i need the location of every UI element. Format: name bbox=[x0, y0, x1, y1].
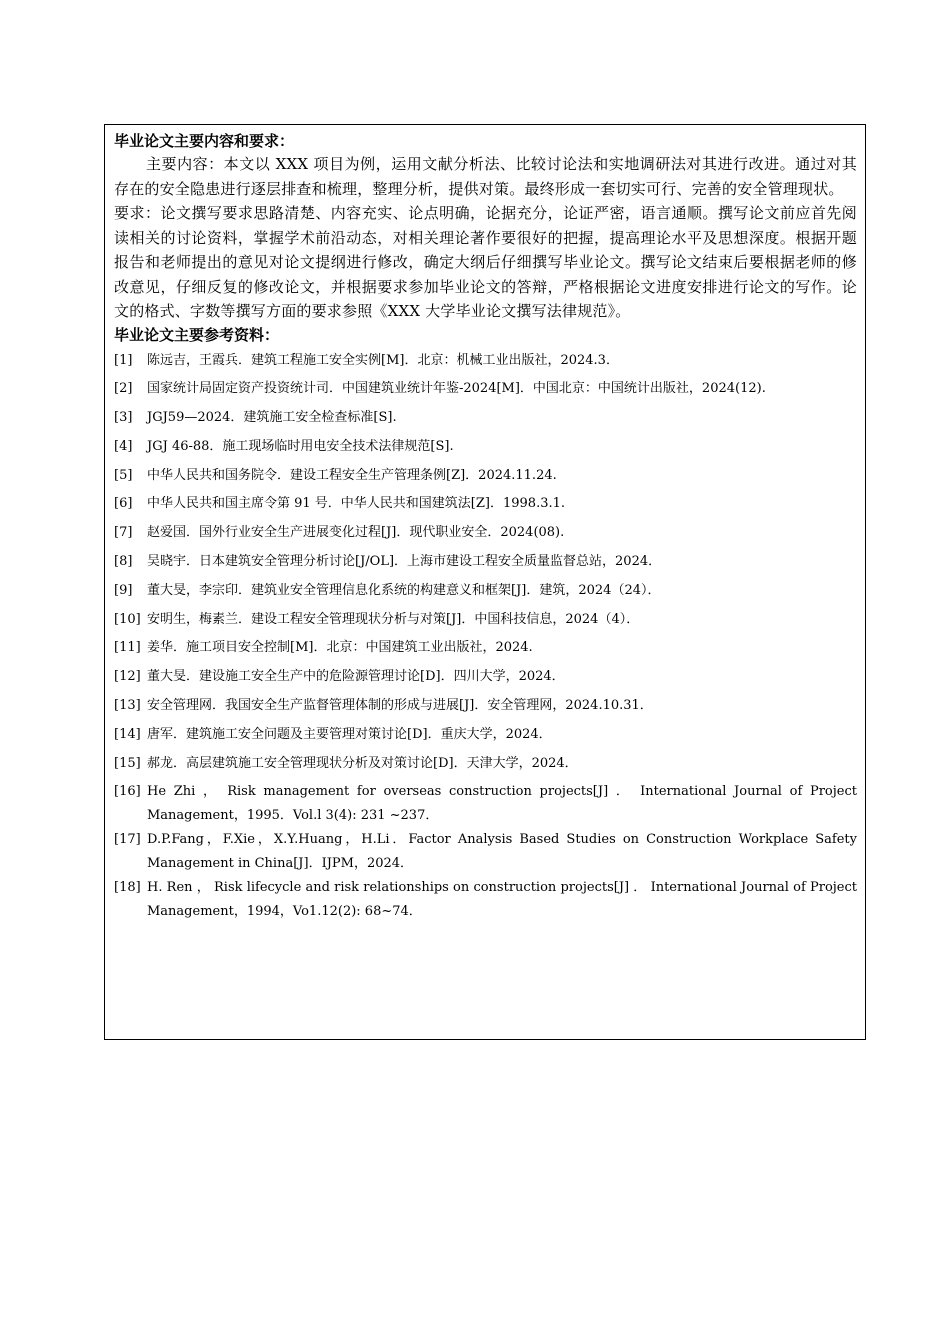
reference-item bbox=[114, 752, 857, 776]
reference-text: 吴晓宇．日本建筑安全管理分析讨论[J/OL]．上海市建设工程安全质量监督总站，2024． bbox=[147, 554, 662, 570]
reference-number: [18] bbox=[114, 880, 141, 896]
reference-number: [1] bbox=[114, 352, 133, 368]
reference-item bbox=[114, 550, 857, 574]
reference-text: 唐军．建筑施工安全问题及主要管理对策讨论[D]．重庆大学，2024． bbox=[147, 726, 552, 742]
reference-number: [15] bbox=[114, 755, 141, 771]
reference-number: [14] bbox=[114, 726, 141, 742]
reference-item bbox=[114, 406, 857, 430]
reference-number: [6] bbox=[114, 496, 133, 512]
reference-text: JGJ 46-88．施工现场临时用电安全技术法律规范[S]. bbox=[147, 438, 454, 454]
thesis-content-table bbox=[104, 124, 866, 1040]
reference-number: [4] bbox=[114, 438, 133, 454]
reference-text: 安全管理网．我国安全生产监督管理体制的形成与进展[J]．安全管理网，2024.10.31． bbox=[147, 698, 653, 714]
reference-text: 安明生，梅素兰．建设工程安全管理现状分析与对策[J]．中国科技信息，2024（4）． bbox=[147, 611, 640, 627]
reference-text: D.P.Fang，F.Xie，X.Y.Huang，H.Li．Factor Analysis Based Studies on Construction Workplace Safety Management in China[J]．IJPM，2024． bbox=[147, 832, 857, 872]
reference-text: 中华人民共和国务院令．建设工程安全生产管理条例[Z]．2024.11.24. bbox=[147, 467, 557, 483]
reference-item bbox=[114, 636, 857, 660]
reference-item bbox=[114, 464, 857, 488]
reference-number: [8] bbox=[114, 554, 133, 570]
main-content-paragraph: 主要内容：本文以 XXX 项目为例，运用文献分析法、比较讨论法和实地调研法对其进行改进。通过对其存在的安全隐患进行逐层排查和梳理，整理分析，提供对策。最终形成一套切实可行、完善的安全管理现状。 bbox=[114, 155, 857, 198]
references-heading: 毕业论文主要参考资料： bbox=[114, 325, 280, 344]
reference-text: 郝龙．高层建筑施工安全管理现状分析及对策讨论[D]．天津大学，2024． bbox=[147, 755, 578, 771]
reference-item bbox=[114, 349, 857, 373]
reference-text: 中华人民共和国主席令第 91 号．中华人民共和国建筑法[Z]．1998.3.1. bbox=[147, 496, 566, 512]
reference-number: [3] bbox=[114, 410, 133, 426]
reference-item bbox=[114, 492, 857, 516]
reference-item bbox=[114, 780, 857, 828]
reference-number: [5] bbox=[114, 467, 133, 483]
reference-text: 董大旻，李宗印．建筑业安全管理信息化系统的构建意义和框架[J]．建筑，2024（24）． bbox=[147, 582, 661, 598]
reference-item bbox=[114, 694, 857, 718]
requirements-paragraph: 要求：论文撰写要求思路清楚、内容充实、论点明确，论据充分，论证严密，语言通顺。撰写论文前应首先阅读相关的讨论资料，掌握学术前沿动态，对相关理论著作要很好的把握，提高理论水平及思想深度。根据开题报告和老师提出的意见对论文提纲进行修改，确定大纲后仔细撰写毕业论文。撰写论文结束后要根据老师的修改意见，仔细反复的修改论文，并根据要求参加毕业论文的答辩，严格根据论文进度安排进行论文的写作。论文的格式、字数等撰写方面的要求参照《XXX 大学毕业论文撰写法律规范》。 bbox=[114, 204, 857, 320]
reference-number: [9] bbox=[114, 582, 133, 598]
reference-number: [7] bbox=[114, 525, 133, 541]
reference-text: He Zhi ， Risk management for overseas construction projects[J] ． International Journal of Project Management，1995．Vol.l 3(4): 231 ~237． bbox=[147, 784, 857, 824]
reference-item bbox=[114, 608, 857, 632]
reference-item bbox=[114, 828, 857, 876]
reference-text: JGJ59—2024．建筑施工安全检查标准[S]. bbox=[147, 410, 397, 426]
reference-number: [17] bbox=[114, 832, 141, 848]
reference-number: [16] bbox=[114, 784, 141, 800]
reference-item bbox=[114, 579, 857, 603]
reference-item bbox=[114, 435, 857, 459]
reference-number: [2] bbox=[114, 381, 133, 397]
reference-item bbox=[114, 665, 857, 689]
reference-text: 陈远吉，王霞兵．建筑工程施工安全实例[M]．北京：机械工业出版社，2024.3． bbox=[147, 352, 619, 368]
reference-number: [10] bbox=[114, 611, 141, 627]
reference-number: [13] bbox=[114, 698, 141, 714]
reference-item bbox=[114, 876, 857, 924]
reference-text: H. Ren ， Risk lifecycle and risk relationships on construction projects[J] ． International Journal of Project Management，1994，Vo1.12(2): 68~74． bbox=[147, 880, 857, 920]
reference-list bbox=[114, 349, 857, 925]
reference-text: 国家统计局固定资产投资统计司．中国建筑业统计年鉴-2024[M]．中国北京：中国统计出版社，2024(12). bbox=[147, 381, 766, 397]
reference-item bbox=[114, 723, 857, 747]
reference-text: 董大旻．建设施工安全生产中的危险源管理讨论[D]．四川大学，2024． bbox=[147, 669, 565, 685]
reference-text: 赵爱国．国外行业安全生产进展变化过程[J]．现代职业安全．2024(08). bbox=[147, 525, 565, 541]
content-requirements-heading: 毕业论文主要内容和要求： bbox=[114, 132, 295, 150]
reference-number: [11] bbox=[114, 640, 141, 656]
reference-number: [12] bbox=[114, 669, 141, 685]
reference-item bbox=[114, 377, 857, 401]
reference-text: 姜华．施工项目安全控制[M]．北京：中国建筑工业出版社，2024. bbox=[147, 640, 533, 656]
reference-item bbox=[114, 521, 857, 545]
